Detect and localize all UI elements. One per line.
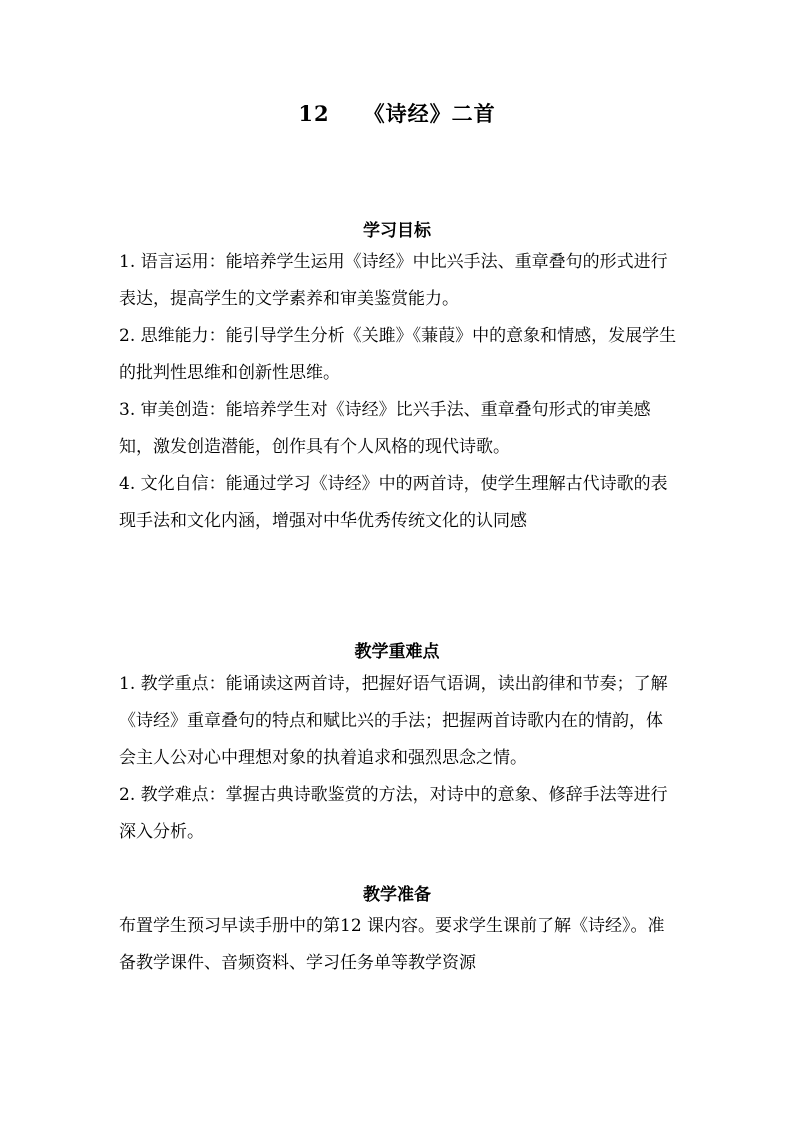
objective-item-4: 4. 文化自信：能通过学习《诗经》中的两首诗，使学生理解古代诗歌的表现手法和文化内涵，增强对中华优秀传统文化的认同感 xyxy=(119,474,668,531)
preparation-heading: 教学准备 xyxy=(363,885,431,905)
preparation-text: 布置学生预习早读手册中的第12 课内容。要求学生课前了解《诗经》。准备教学课件、音频资料、学习任务单等教学资源 xyxy=(119,916,665,973)
key-point-item-2: 2. 教学难点：掌握古典诗歌鉴赏的方法，对诗中的意象、修辞手法等进行深入分析。 xyxy=(119,785,668,842)
objective-item-2: 2. 思维能力：能引导学生分析《关雎》《蒹葭》中的意象和情感，发展学生的批判性思维和创新性思维。 xyxy=(119,326,677,383)
objective-item-3: 3. 审美创造：能培养学生对《诗经》比兴手法、重章叠句形式的审美感知，激发创造潜能，创作具有个人风格的现代诗歌。 xyxy=(119,400,651,457)
objective-item-1: 1. 语言运用：能培养学生运用《诗经》中比兴手法、重章叠句的形式进行表达，提高学生的文学素养和审美鉴赏能力。 xyxy=(119,252,668,309)
lesson-number: 12 xyxy=(298,101,330,126)
page-title xyxy=(0,98,794,128)
key-point-item-1: 1. 教学重点：能诵读这两首诗，把握好语气语调，读出韵律和节奏；了解《诗经》重章叠句的特点和赋比兴的手法；把握两首诗歌内在的情韵，体会主人公对心中理想对象的执着追求和强烈思念之情。 xyxy=(119,674,668,768)
key-points-heading: 教学重难点 xyxy=(354,642,440,662)
lesson-title: 《诗经》二首 xyxy=(363,101,496,126)
objectives-heading: 学习目标 xyxy=(363,221,431,241)
